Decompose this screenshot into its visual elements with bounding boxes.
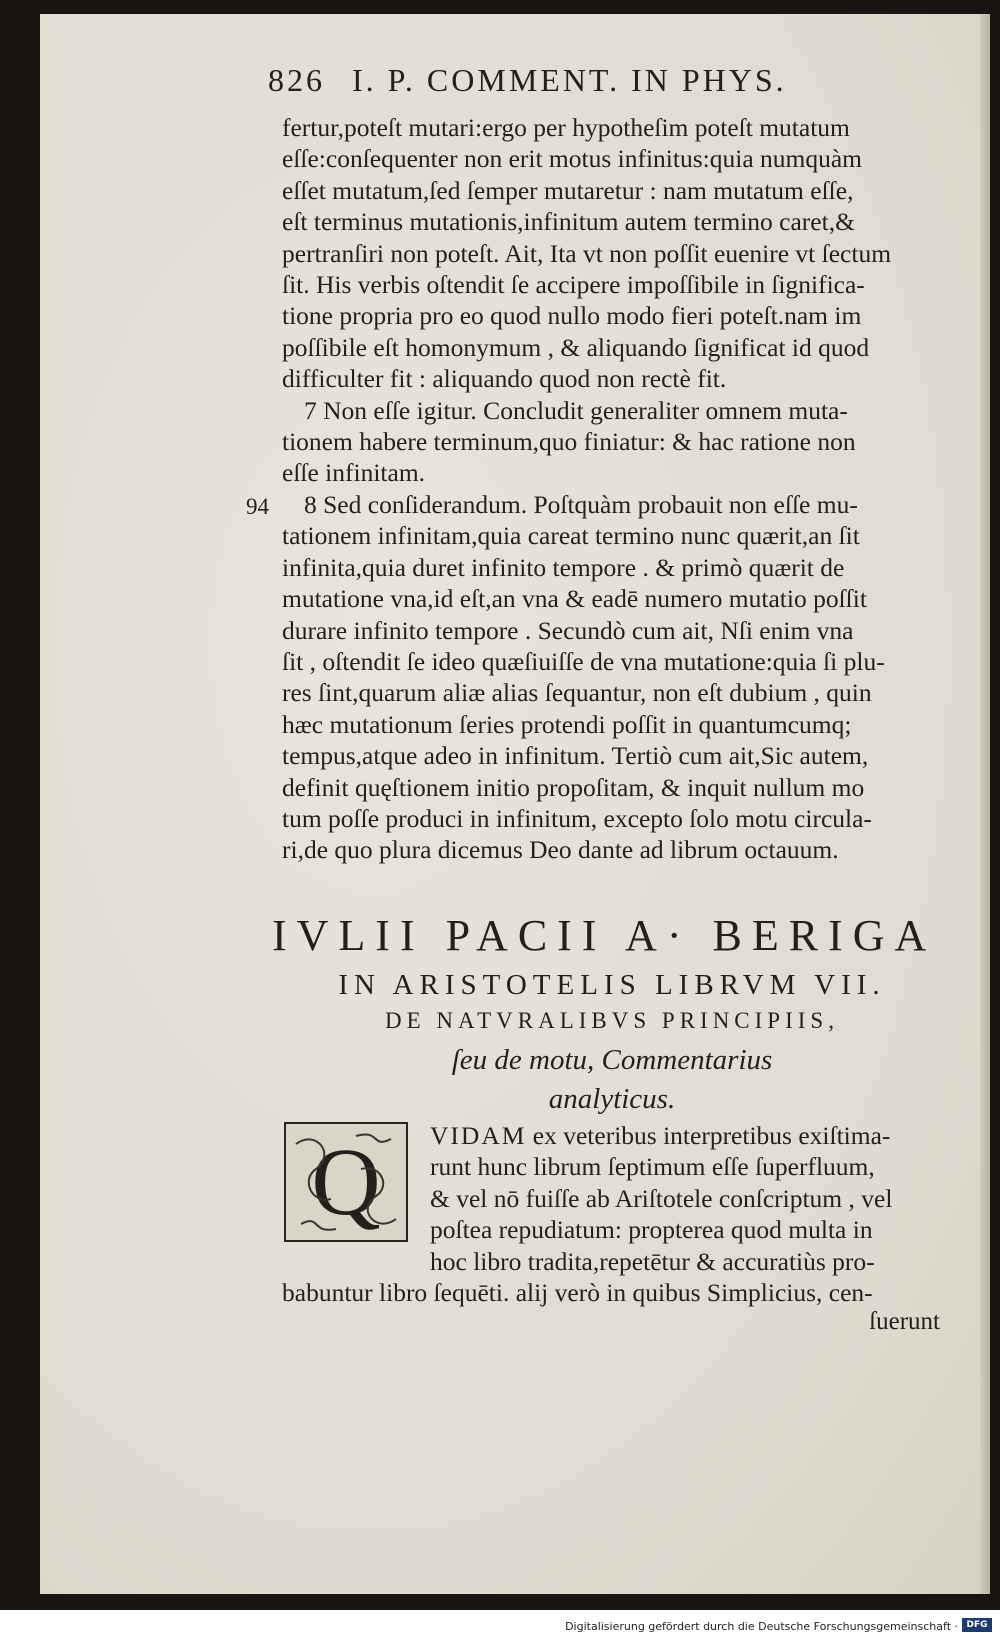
running-head-title: I. P. COMMENT. IN PHYS.: [352, 62, 787, 98]
intro-line: babuntur libro ſequēti. alij verò in quibus Simplicius, cen-: [282, 1278, 873, 1308]
intro-line: hoc libro tradita,repetētur & accuratiùs pro-: [430, 1246, 875, 1276]
text-line: tationem infinitam,quia careat termino nunc quærit,an ſit: [282, 521, 860, 551]
catchword: ſuerunt: [869, 1308, 940, 1335]
intro-line: poſtea repudiatum: propterea quod multa in: [430, 1215, 873, 1245]
text-line: pertranſiri non poteſt. Ait, Ita vt non poſſit euenire vt ſectum: [282, 238, 892, 268]
text-line: fertur,poteſt mutari:ergo per hypotheſim poteſt mutatum: [282, 113, 850, 142]
text-line: durare infinito tempore . Secundò cum ait, Nſi enim vna: [282, 615, 854, 645]
digitization-footer: [0, 1612, 1000, 1638]
text-line: eſt terminus mutationis,infinitum autem termino caret,&: [282, 207, 855, 237]
initial-letter: Q: [311, 1128, 381, 1235]
title-author: IVLII PACII A· BERIGA: [272, 911, 937, 960]
text-line: poſſibile eſt homonymum , & aliquando ſignificat id quod: [282, 332, 870, 362]
text-line: definit quęſtionem initio propoſitam, & inquit nullum mo: [282, 772, 865, 802]
intro-paragraph: [282, 1120, 950, 1308]
commentary-text: [282, 112, 952, 866]
text-line: eſſe infinitam.: [282, 458, 426, 488]
text-line: tempus,atque adeo in infinitum. Tertiò cum ait,Sic autem,: [282, 741, 869, 771]
text-line: hæc mutationum ſeries protendi poſſit in quantumcumq;: [282, 709, 852, 739]
text-line: difficulter fit : aliquando quod non rectè fit.: [282, 364, 727, 394]
margin-number: 94: [246, 494, 269, 519]
title-work: IN ARISTOTELIS LIBRVM VII.: [338, 969, 886, 1001]
intro-first-word: VIDAM: [430, 1121, 527, 1150]
text-line: ri,de quo plura dicemus Deo dante ad librum octauum.: [282, 835, 839, 865]
title-genre: analyticus.: [548, 1083, 676, 1115]
chapter-title-block: [272, 910, 952, 1116]
text-line: ſit. His verbis oſtendit ſe accipere impoſſibile in ſignifica-: [282, 270, 865, 300]
text-line: infinita,quia duret infinito tempore . & primò quærit de: [282, 552, 845, 582]
text-line: 7 Non eſſe igitur. Concludit generaliter omnem muta-: [304, 395, 848, 425]
footer-credit: Digitalisierung gefördert durch die Deutsche Forschungsgemeinschaft ·: [565, 1620, 958, 1633]
running-head: [268, 62, 908, 99]
intro-line: runt hunc librum ſeptimum eſſe ſuperfluum,: [430, 1152, 875, 1182]
dfg-logo[interactable]: DFG: [962, 1618, 992, 1632]
text-line: eſſe:conſequenter non erit motus infinitus:quia numquàm: [282, 144, 863, 174]
title-subject: DE NATVRALIBVS PRINCIPIIS,: [385, 1008, 839, 1033]
text-line: tione propria pro eo quod nullo modo fieri poteſt.nam im: [282, 301, 862, 331]
page-edge: [980, 14, 990, 1594]
text-line: res ſint,quarum aliæ alias ſequantur, non eſt dubium , quin: [282, 678, 872, 708]
text-line: 8 Sed conſiderandum. Poſtquàm probauit non eſſe mu-: [304, 489, 858, 519]
text-line: ſit , oſtendit ſe ideo quæſiuiſſe de vna mutatione:quia ſi plu-: [282, 646, 885, 676]
text-line: mutatione vna,id eſt,an vna & eadē numero mutatio poſſit: [282, 584, 867, 614]
intro-line: & vel nō fuiſſe ab Ariſtotele conſcriptum , vel: [430, 1183, 893, 1213]
text-line: tionem habere terminum,quo finiatur: & hac ratione non: [282, 427, 856, 457]
text-line: eſſet mutatum,ſed ſemper mutaretur : nam mutatum eſſe,: [282, 175, 854, 205]
intro-line: VIDAM ex veteribus interpretibus exiſtima-: [430, 1121, 891, 1150]
text-line: tum poſſe produci in infinitum, excepto ſolo motu circula-: [282, 803, 872, 833]
title-subtitle: ſeu de motu, Commentarius: [451, 1044, 773, 1076]
page-number: 826: [268, 62, 325, 98]
